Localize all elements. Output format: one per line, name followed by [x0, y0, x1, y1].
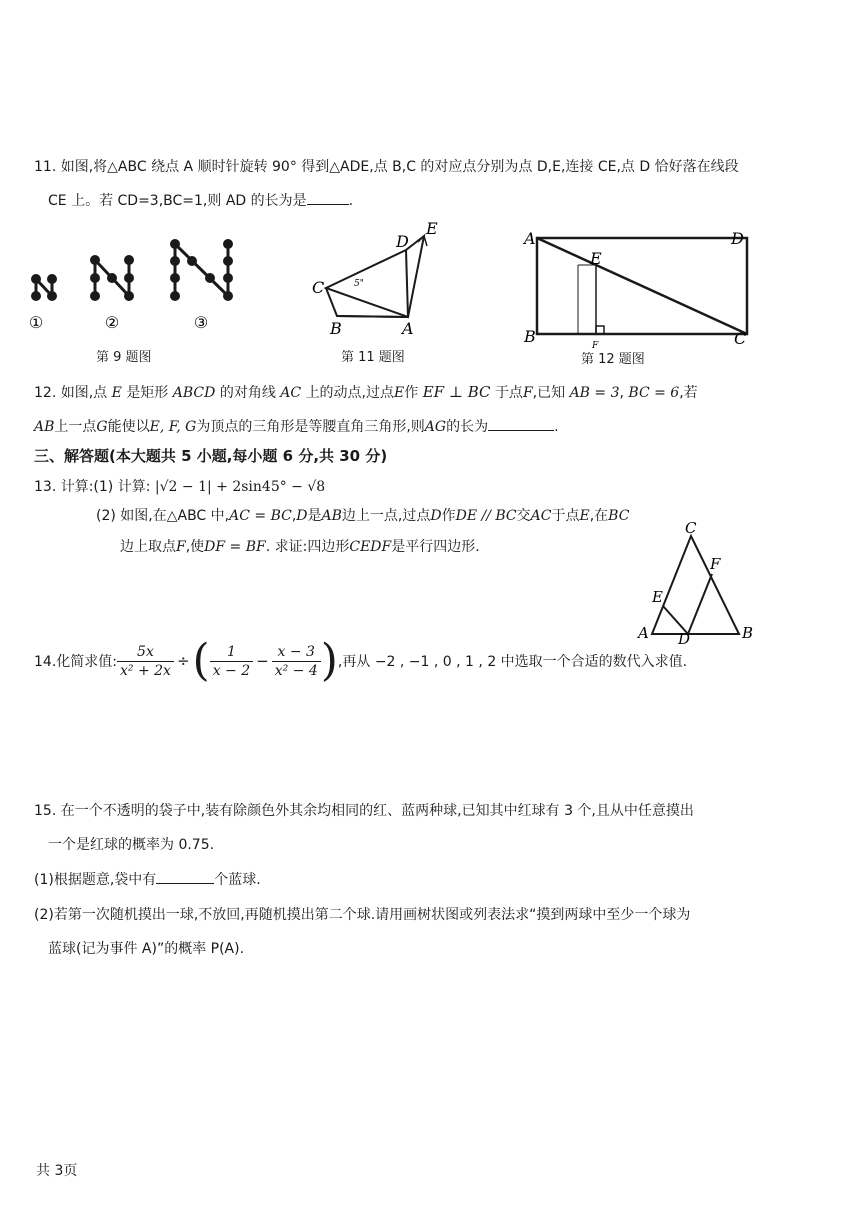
fig11-point-b: B — [330, 319, 342, 338]
q13-segment-bc: BC — [608, 508, 630, 524]
q12-diag-ac: AC — [280, 385, 302, 401]
fig13-point-c: C — [685, 519, 697, 537]
page-footer: 共 3页 — [36, 1163, 78, 1179]
fig12-foot-mark: F — [592, 341, 599, 348]
fig11-angle-mark: 5" — [354, 279, 364, 289]
q12-text: ,若 — [679, 385, 698, 401]
q13-ac-eq-bc: AC = BC — [229, 508, 292, 524]
q12-text: 12. 如图,点 — [34, 385, 108, 401]
q12-text: 上一点 — [54, 419, 97, 435]
fig13-point-a: A — [638, 624, 649, 642]
q12-segment-ab: AB — [34, 419, 55, 435]
q12-text: 的对角线 — [219, 385, 276, 401]
q14-text: 14.化简求值: — [34, 654, 117, 670]
fig12-caption: 第 12 题图 — [581, 352, 645, 367]
q13-point-d: D — [296, 508, 308, 524]
fig12-point-d: D — [731, 229, 744, 248]
fig12-point-e: E — [590, 249, 602, 268]
figure-12 — [518, 224, 758, 348]
q13-text: . 求证:四边形 — [265, 539, 350, 555]
q13-segment-ac: AC — [530, 508, 552, 524]
fig13-point-e: E — [652, 588, 663, 606]
q12-comma: , — [619, 385, 624, 401]
q13-point-d: D — [430, 508, 442, 524]
q12-line2 — [34, 416, 559, 436]
q15-part2-line2: 蓝球(记为事件 A)”的概率 P(A). — [48, 941, 245, 957]
fig9-label-3: ③ — [193, 313, 209, 332]
q13-point-f: F — [176, 539, 186, 555]
q14-fraction-1 — [117, 643, 174, 680]
fig13-point-f: F — [710, 555, 721, 573]
q13-text: ,在 — [589, 508, 609, 524]
right-paren-icon: ) — [320, 635, 338, 686]
q12-ab-value: AB = 3 — [569, 385, 620, 401]
q13-expression: |√2 − 1| + 2sin45° − √8 — [154, 479, 326, 495]
q13-text: 是 — [307, 508, 322, 524]
q11-line2 — [48, 190, 353, 210]
q12-point-e: E — [111, 385, 122, 401]
q13-text: 是平行四边形. — [391, 539, 480, 555]
q13-text: (2) 如图,在△ABC 中, — [96, 508, 230, 524]
q13-text: 边上取点 — [120, 539, 176, 555]
figure-13 — [632, 518, 760, 646]
answer-blank[interactable] — [307, 190, 349, 205]
q14-operator-minus: − — [256, 652, 269, 670]
q12-text: 作 — [404, 385, 419, 401]
q11-line1: 11. 如图,将△ABC 绕点 A 顺时针旋转 90° 得到△ADE,点 B,C 的对应点分别为点 D,E,连接 CE,点 D 恰好落在线段 — [34, 159, 739, 175]
q13-text: 交 — [516, 508, 531, 524]
q12-text: 于点 — [494, 385, 523, 401]
q13-quad-cedf: CEDF — [349, 539, 392, 555]
fraction-denominator: x − 2 — [210, 661, 253, 680]
q13-segment-ab: AB — [321, 508, 342, 524]
left-paren-icon: ( — [192, 635, 210, 686]
fig9-label-1: ① — [28, 313, 44, 332]
q14-fraction-3 — [272, 643, 321, 680]
answer-blank[interactable] — [156, 869, 214, 884]
q12-point-g: G — [96, 419, 108, 435]
q15-text: 个蓝球. — [214, 872, 261, 888]
q12-line1 — [34, 382, 698, 402]
fig11-point-d: D — [396, 232, 409, 251]
q15-line2: 一个是红球的概率为 0.75. — [48, 837, 215, 853]
fig13-point-b: B — [742, 624, 754, 642]
q13-text: , — [291, 508, 297, 524]
fig12-point-b: B — [524, 327, 536, 346]
q15-part1 — [34, 869, 261, 889]
fig11-point-a: A — [402, 319, 414, 338]
q13-de-parallel-bc: DE // BC — [455, 508, 517, 524]
q14-operator-divide: ÷ — [176, 652, 190, 670]
q12-text: 上的动点,过点 — [305, 385, 395, 401]
fig11-point-c: C — [312, 278, 325, 297]
q12-end: . — [554, 419, 559, 435]
q12-segment-ag: AG — [424, 419, 447, 435]
q13-line1 — [34, 476, 325, 496]
q12-point-f: F — [522, 385, 533, 401]
q13-text: ,使 — [185, 539, 205, 555]
q12-text: 能使以 — [107, 419, 150, 435]
figure-11 — [300, 216, 460, 338]
q12-point-e: E — [394, 385, 405, 401]
q12-text: 是矩形 — [126, 385, 169, 401]
q12-text: 为顶点的三角形是等腰直角三角形,则 — [196, 419, 425, 435]
q15-line1: 15. 在一个不透明的袋子中,装有除颜色外其余均相同的红、蓝两种球,已知其中红球有 3 个,且从中任意摸出 — [34, 803, 694, 819]
fig9-caption: 第 9 题图 — [96, 350, 152, 365]
q12-rect-abcd: ABCD — [172, 385, 216, 401]
q14-fraction-2 — [210, 643, 253, 680]
q12-text: ,已知 — [532, 385, 566, 401]
q13-text: 边上一点,过点 — [341, 508, 431, 524]
q14-line — [34, 636, 687, 686]
q13-line2 — [96, 505, 629, 525]
q14-text: ,再从 −2 , −1 , 0 , 1 , 2 中选取一个合适的数代入求值. — [337, 654, 688, 670]
q12-text: 的长为 — [446, 419, 489, 435]
fig12-point-c: C — [734, 329, 747, 348]
fig11-point-e: E — [426, 219, 438, 238]
fraction-numerator: 5x — [137, 643, 154, 660]
q13-text: 13. 计算:(1) 计算: — [34, 479, 151, 495]
q11-end: . — [348, 193, 354, 209]
fraction-numerator: 1 — [226, 643, 236, 660]
section-heading: 三、解答题(本大题共 5 小题,每小题 6 分,共 30 分) — [34, 447, 388, 465]
fraction-numerator: x − 3 — [277, 643, 315, 660]
figure-9 — [20, 236, 250, 336]
fraction-denominator: x² − 4 — [272, 661, 321, 680]
q13-text: 作 — [441, 508, 456, 524]
q13-point-e: E — [579, 508, 590, 524]
q13-df-eq-bf: DF = BF — [204, 539, 266, 555]
q15-part2-line1: (2)若第一次随机摸出一球,不放回,再随机摸出第二个球.请用画树状图或列表法求“摸到两球中至少一个球为 — [34, 907, 691, 923]
fraction-denominator: x² + 2x — [117, 661, 174, 680]
q12-bc-value: BC = 6 — [628, 385, 680, 401]
fig12-point-a: A — [524, 229, 536, 248]
q13-line3 — [120, 536, 480, 556]
q15-text: (1)根据题意,袋中有 — [34, 872, 157, 888]
q13-text: 于点 — [551, 508, 580, 524]
q12-points-efg: E, F, G — [149, 419, 197, 435]
fig13-point-d: D — [678, 630, 691, 646]
q12-ef-perp-bc: EF ⊥ BC — [422, 383, 491, 401]
fig9-label-2: ② — [104, 313, 120, 332]
fig11-caption: 第 11 题图 — [341, 350, 405, 365]
answer-blank[interactable] — [488, 416, 554, 431]
q11-text: CE 上。若 CD=3,BC=1,则 AD 的长为是 — [48, 193, 307, 209]
